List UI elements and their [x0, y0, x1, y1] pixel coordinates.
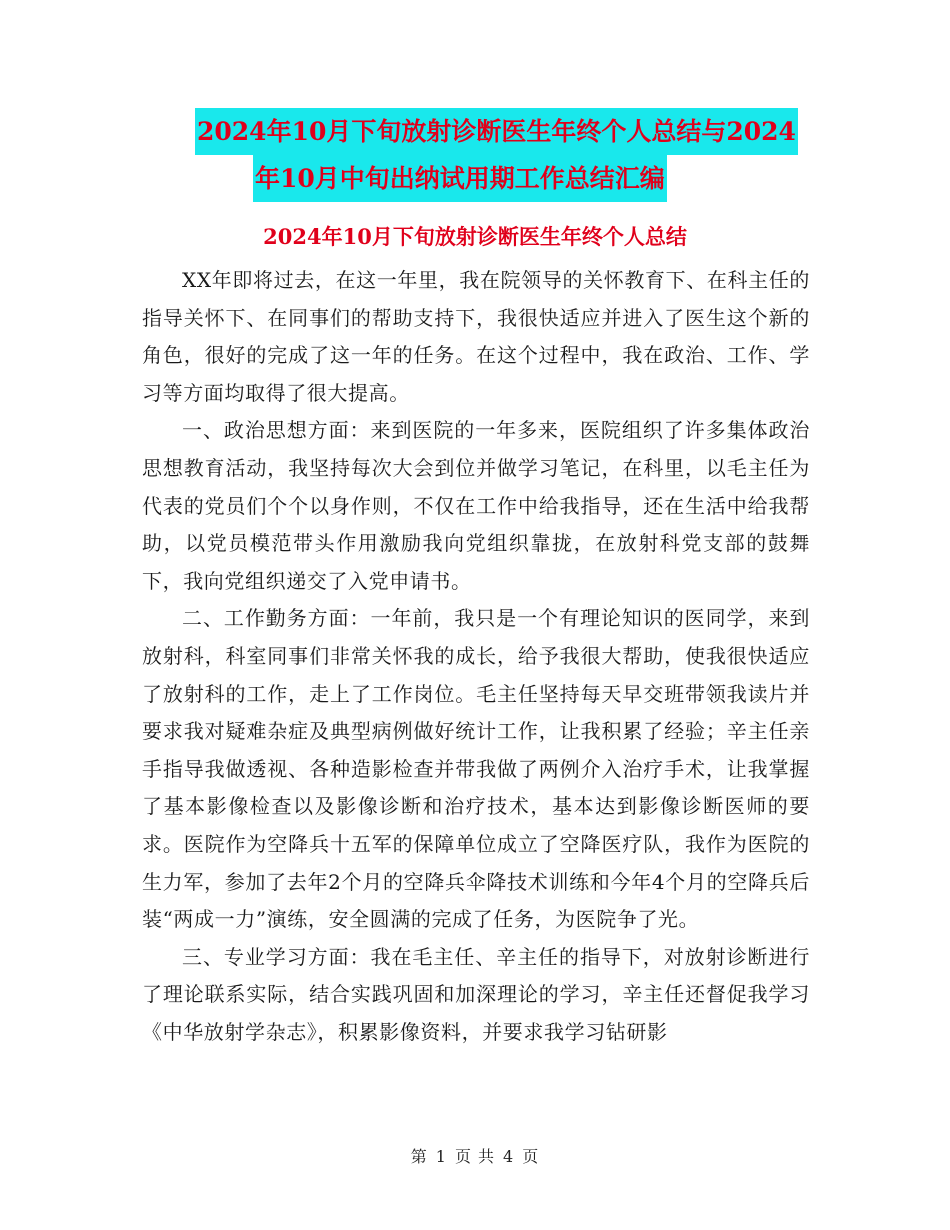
document-title — [150, 108, 850, 202]
paragraph-study: 三、专业学习方面：我在毛主任、辛主任的指导下，对放射诊断进行了理论联系实际，结合实践巩固和加深理论的学习，辛主任还督促我学习《中华放射学杂志》，积累影像资料，并要求我学习钻研影 — [142, 944, 810, 1044]
footer-page-number: 1 — [435, 1147, 447, 1166]
section-title: 2024年10月下旬放射诊断医生年终个人总结 — [263, 224, 687, 249]
footer-middle: 页 共 — [454, 1147, 496, 1166]
footer-prefix: 第 — [410, 1147, 428, 1166]
footer-suffix: 页 — [522, 1147, 540, 1166]
document-title-line-1: 2024年10月下旬放射诊断医生年终个人总结与2024 — [195, 108, 798, 155]
paragraph-work: 二、工作勤务方面：一年前，我只是一个有理论知识的医同学，来到放射科，科室同事们非常关怀我的成长，给予我很大帮助，使我很快适应了放射科的工作，走上了工作岗位。毛主任坚持每天早交班带领我读片并要求我对疑难杂症及典型病例做好统计工作，让我积累了经验；辛主任亲手指导我做透视、各种造影检查并带我做了两例介入治疗手术，让我掌握了基本影像检查以及影像诊断和治疗技术，基本达到影像诊断医师的要求。医院作为空降兵十五军的保障单位成立了空降医疗队，我作为医院的生力军，参加了去年2个月的空降兵伞降技术训练和今年4个月的空降兵后装“两成一力”演练，安全圆满的完成了任务，为医院争了光。 — [142, 606, 810, 932]
footer-total-pages: 4 — [503, 1147, 515, 1166]
paragraph-intro: XX年即将过去，在这一年里，我在院领导的关怀教育下、在科主任的指导关怀下、在同事们的帮助支持下，我很快适应并进入了医生这个新的角色，很好的完成了这一年的任务。在这个过程中，我在政治、工作、学习等方面均取得了很大提高。 — [142, 268, 810, 405]
document-title-line-2: 年10月中旬出纳试用期工作总结汇编 — [253, 155, 667, 202]
paragraph-politics: 一、政治思想方面：来到医院的一年多来，医院组织了许多集体政治思想教育活动，我坚持每次大会到位并做学习笔记，在科里，以毛主任为代表的党员们个个以身作则，不仅在工作中给我指导，还在生活中给我帮助，以党员模范带头作用激励我向党组织靠拢，在放射科党支部的鼓舞下，我向党组织递交了入党申请书。 — [142, 418, 810, 593]
page-footer — [0, 1146, 950, 1168]
document-body — [142, 262, 810, 1051]
